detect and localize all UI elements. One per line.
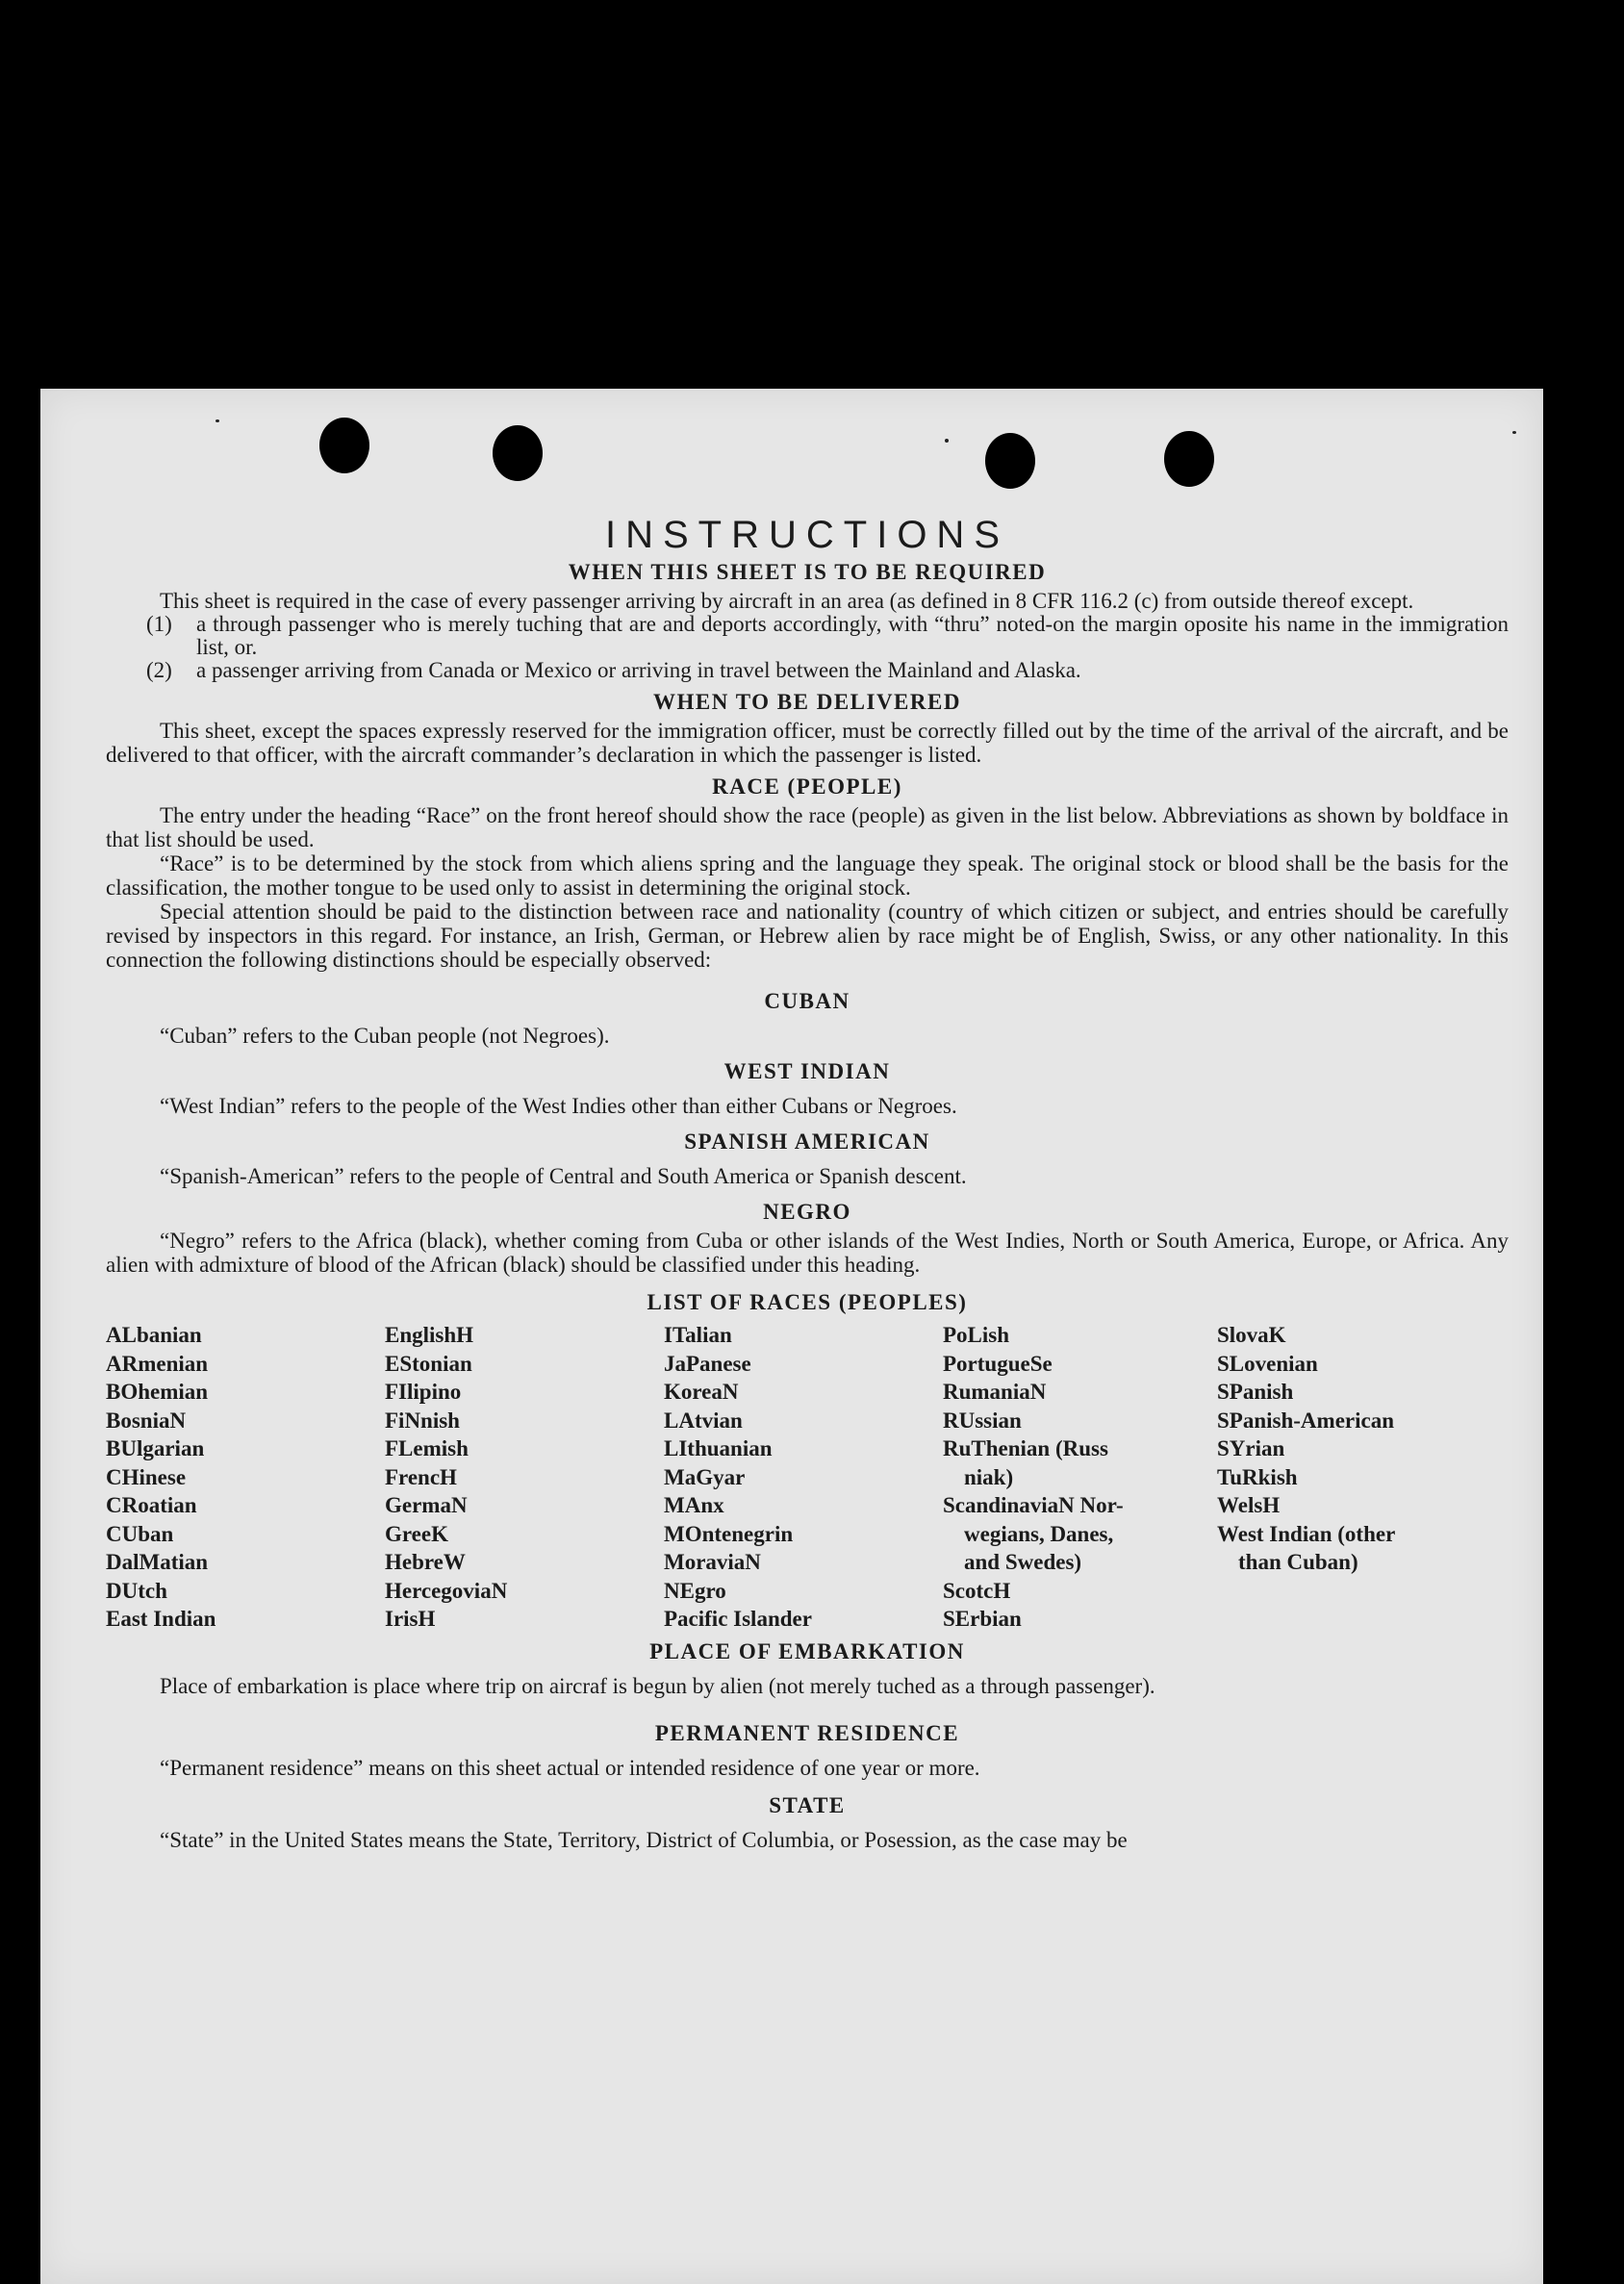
race-entry: East Indian bbox=[106, 1607, 216, 1631]
race-entry: CRoatian bbox=[106, 1493, 197, 1517]
section-heading-race: RACE (PEOPLE) bbox=[712, 774, 902, 799]
race-entry: West Indian (other bbox=[1217, 1521, 1396, 1546]
punch-hole bbox=[1164, 431, 1214, 487]
item-number: (1) bbox=[146, 612, 172, 636]
race-entry: niak) bbox=[964, 1464, 1014, 1489]
race-entry: ARmenian bbox=[106, 1351, 209, 1376]
section-heading-cuban: CUBAN bbox=[764, 989, 850, 1013]
race-entry: DalMatian bbox=[106, 1550, 209, 1574]
race-entry: BOhemian bbox=[106, 1380, 209, 1404]
section-heading-residence: PERMANENT RESIDENCE bbox=[654, 1720, 960, 1745]
item-number: (2) bbox=[146, 658, 172, 682]
races-column bbox=[1217, 1321, 1496, 1634]
race-entry: RumaniaN bbox=[943, 1380, 1047, 1404]
document-body bbox=[106, 514, 1509, 1858]
races-table bbox=[106, 1321, 1509, 1634]
race-entry: RuThenian (Russ bbox=[943, 1436, 1108, 1460]
race-entry: SPanish bbox=[1217, 1380, 1294, 1404]
race-entry: than Cuban) bbox=[1238, 1550, 1358, 1574]
section-heading-embarkation: PLACE OF EMBARKATION bbox=[649, 1638, 965, 1663]
cuban-text: “Cuban” refers to the Cuban people (not Negroes). bbox=[160, 1024, 610, 1048]
item-text: a through passenger who is merely tuching that are and deports accordingly, with “thru” noted-on the margin oposite his name in the immigration list, or. bbox=[196, 612, 1509, 659]
races-column bbox=[664, 1321, 943, 1634]
section-heading-required: WHEN THIS SHEET IS TO BE REQUIRED bbox=[568, 560, 1047, 584]
race-entry: SLovenian bbox=[1217, 1351, 1318, 1376]
embarkation-text: Place of embarkation is place where trip on aircraf is begun by alien (not merely tuched as a through passenger). bbox=[160, 1673, 1155, 1698]
race-entry: LAtvian bbox=[664, 1408, 743, 1433]
race-entry: HercegoviaN bbox=[385, 1578, 508, 1603]
instruction-sheet bbox=[40, 389, 1543, 2284]
punch-hole bbox=[319, 418, 369, 473]
page-title: INSTRUCTIONS bbox=[605, 514, 1009, 556]
residence-text: “Permanent residence” means on this sheet actual or intended residence of one year or more. bbox=[160, 1755, 980, 1780]
race-entry: GermaN bbox=[385, 1493, 468, 1517]
punch-hole bbox=[493, 425, 543, 481]
section-heading-state: STATE bbox=[769, 1792, 846, 1817]
race-entry: IrisH bbox=[385, 1607, 436, 1631]
punch-hole bbox=[985, 433, 1035, 489]
race-entry: EnglishH bbox=[385, 1323, 474, 1347]
delivered-text: This sheet, except the spaces expressly reserved for the immigration officer, must be correctly filled out by the time of the arrival of the aircraft, and be delivered to that officer, with the aircraft commander’s declaration in which the passenger is listed. bbox=[106, 719, 1509, 767]
races-column bbox=[943, 1321, 1217, 1634]
section-heading-negro: NEGRO bbox=[763, 1200, 851, 1224]
race-entry: LIthuanian bbox=[664, 1436, 773, 1460]
race-paragraph: The entry under the heading “Race” on the front hereof should show the race (people) as given in the list below. Abbreviations as shown by boldface in that list should be used. bbox=[106, 803, 1509, 851]
race-entry: EStonian bbox=[385, 1351, 472, 1376]
race-entry: PortugueSe bbox=[943, 1351, 1053, 1376]
ink-speck bbox=[216, 419, 219, 422]
race-entry: ScandinaviaN Nor- bbox=[943, 1493, 1124, 1517]
section-heading-delivered: WHEN TO BE DELIVERED bbox=[653, 690, 961, 714]
race-entry: FiNnish bbox=[385, 1408, 460, 1433]
race-entry: BUlgarian bbox=[106, 1436, 205, 1460]
race-entry: KoreaN bbox=[664, 1380, 739, 1404]
race-paragraph: Special attention should be paid to the distinction between race and nationality (country of which citizen or subject, and entries should be carefully revised by inspectors in this regard. For instance, an Irish, German, or Hebrew alien by race might be of English, Swiss, or any other nationality. In this connection the following distinctions should be especially observed: bbox=[106, 900, 1509, 972]
race-entry: FrencH bbox=[385, 1464, 457, 1489]
race-entry: CUban bbox=[106, 1521, 174, 1546]
section-heading-west-indian: WEST INDIAN bbox=[723, 1059, 891, 1083]
race-entry: SlovaK bbox=[1217, 1323, 1286, 1347]
exception-list bbox=[146, 613, 1509, 682]
race-entry: BosniaN bbox=[106, 1408, 187, 1433]
races-column bbox=[106, 1321, 385, 1634]
race-paragraph: “Race” is to be determined by the stock from which aliens spring and the language they speak. The original stock or blood shall be the basis for the classification, the mother tongue to be used only to assist in determining the original stock. bbox=[106, 851, 1509, 900]
negro-text: “Negro” refers to the Africa (black), whether coming from Cuba or other islands of the West Indies, North or South America, Europe, or Africa. Any alien with admixture of blood of the African (black) should be classified under this heading. bbox=[106, 1229, 1509, 1277]
race-entry: and Swedes) bbox=[964, 1550, 1082, 1574]
race-entry: JaPanese bbox=[664, 1351, 751, 1376]
race-entry: FLemish bbox=[385, 1436, 469, 1460]
race-entry: NEgro bbox=[664, 1578, 726, 1603]
race-entry: ScotcH bbox=[943, 1578, 1011, 1603]
state-text: “State” in the United States means the State, Territory, District of Columbia, or Posession, as the case may be bbox=[160, 1827, 1128, 1852]
list-item bbox=[146, 659, 1509, 682]
item-text: a passenger arriving from Canada or Mexico or arriving in travel between the Mainland and Alaska. bbox=[196, 658, 1081, 682]
race-entry: ALbanian bbox=[106, 1323, 202, 1347]
section-heading-spanish-american: SPANISH AMERICAN bbox=[684, 1129, 930, 1154]
race-entry: Pacific Islander bbox=[664, 1607, 812, 1631]
ink-speck bbox=[945, 439, 949, 443]
spanish-american-text: “Spanish-American” refers to the people of Central and South America or Spanish descent. bbox=[160, 1164, 967, 1188]
race-entry: MaGyar bbox=[664, 1464, 746, 1489]
race-entry: RUssian bbox=[943, 1408, 1022, 1433]
section-heading-list: LIST OF RACES (PEOPLES) bbox=[647, 1290, 968, 1314]
race-entry: ITalian bbox=[664, 1323, 732, 1347]
ink-speck bbox=[1512, 431, 1516, 434]
race-entry: PoLish bbox=[943, 1323, 1010, 1347]
race-entry: SPanish-American bbox=[1217, 1408, 1394, 1433]
race-entry: CHinese bbox=[106, 1464, 187, 1489]
race-entry: MoraviaN bbox=[664, 1550, 761, 1574]
race-entry: GreeK bbox=[385, 1521, 448, 1546]
race-entry: FIlipino bbox=[385, 1380, 462, 1404]
races-column bbox=[385, 1321, 664, 1634]
race-entry: MOntenegrin bbox=[664, 1521, 794, 1546]
race-entry: TuRkish bbox=[1217, 1464, 1298, 1489]
race-entry: SYrian bbox=[1217, 1436, 1285, 1460]
race-entry: HebreW bbox=[385, 1550, 466, 1574]
west-indian-text: “West Indian” refers to the people of the West Indies other than either Cubans or Negroes. bbox=[160, 1094, 957, 1118]
race-entry: MAnx bbox=[664, 1493, 724, 1517]
race-entry: WelsH bbox=[1217, 1493, 1281, 1517]
required-intro: This sheet is required in the case of every passenger arriving by aircraft in an area (as defined in 8 CFR 116.2 (c) from outside thereof except. bbox=[160, 589, 1414, 613]
race-entry: SErbian bbox=[943, 1607, 1022, 1631]
list-item bbox=[146, 613, 1509, 659]
race-entry: wegians, Danes, bbox=[964, 1521, 1114, 1546]
race-entry: DUtch bbox=[106, 1578, 167, 1603]
